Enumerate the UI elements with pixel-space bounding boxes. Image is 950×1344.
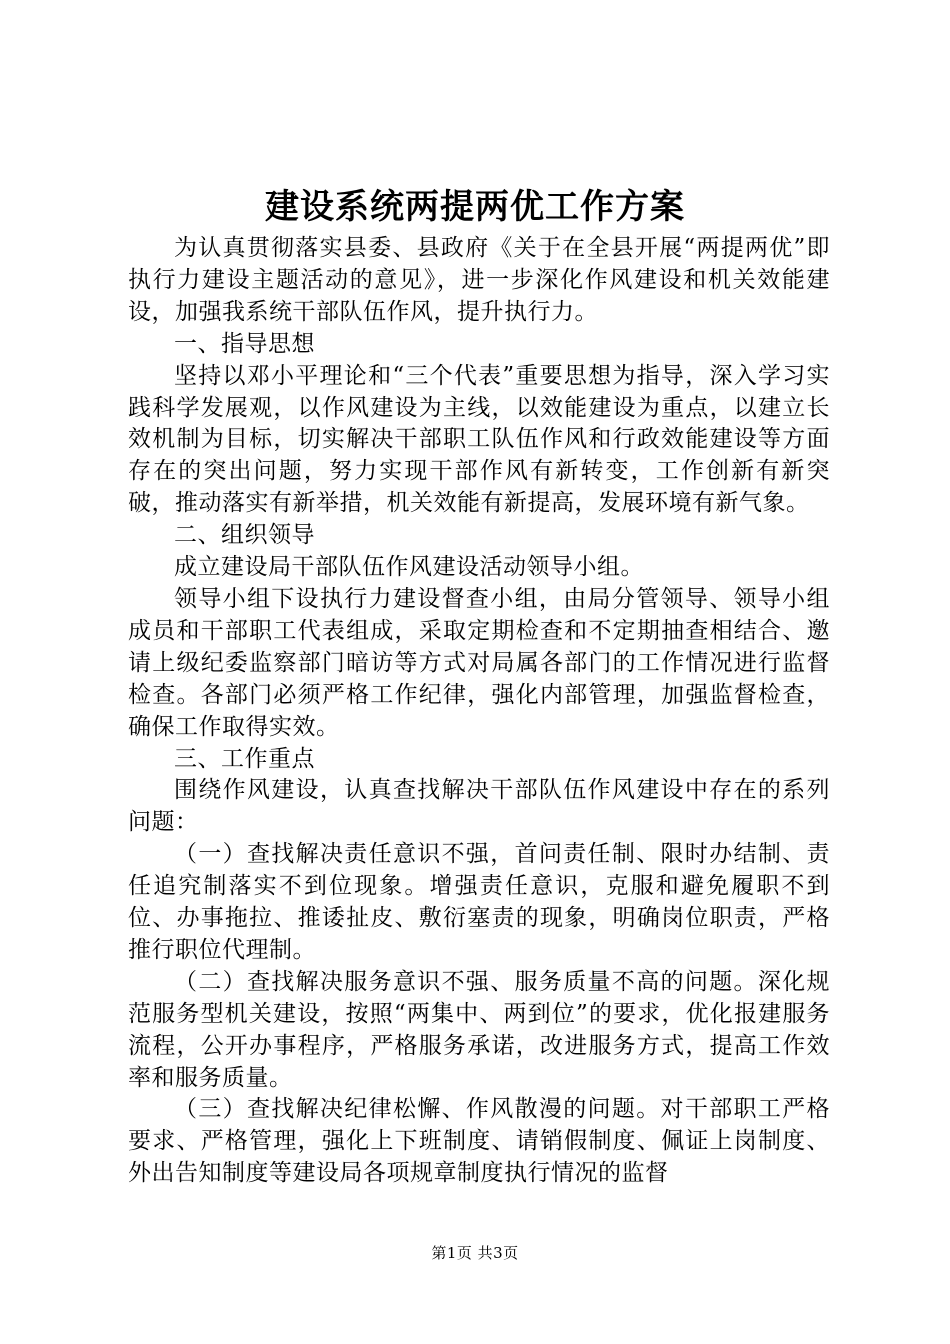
organization-paragraph-1: 成立建设局干部队伍作风建设活动领导小组。 bbox=[174, 554, 644, 581]
section-heading-guiding-ideology: 一、指导思想 bbox=[174, 330, 315, 357]
work-focus-item-1: （一）查找解决责任意识不强，首问责任制、限时办结制、责任追究制落实不到位现象。增强责任意识，克服和避免履职不到位、办事拖拉、推诿扯皮、敷衍塞责的现象，明确岗位职责，严格推行职位代理制。 bbox=[128, 841, 830, 963]
page-number-footer: 第1页 共3页 bbox=[431, 1244, 519, 1262]
work-focus-item-3: （三）查找解决纪律松懈、作风散漫的问题。对干部职工严格要求、严格管理，强化上下班制度、请销假制度、佩证上岗制度、外出告知制度等建设局各项规章制度执行情况的监督 bbox=[128, 1096, 830, 1187]
document-title: 建设系统两提两优工作方案 bbox=[265, 187, 685, 227]
work-focus-item-2: （二）查找解决服务意识不强、服务质量不高的问题。深化规范服务型机关建设，按照“两集中、两到位”的要求，优化报建服务流程，公开办事程序，严格服务承诺，改进服务方式，提高工作效率和服务质量。 bbox=[128, 968, 830, 1091]
section-heading-organization: 二、组织领导 bbox=[174, 522, 315, 549]
guiding-ideology-paragraph: 坚持以邓小平理论和“三个代表”重要思想为指导，深入学习实践科学发展观，以作风建设为主线，以效能建设为重点，以建立长效机制为目标，切实解决干部职工队伍作风和行政效能建设等方面存在的突出问题，努力实现干部作风有新转变，工作创新有新突破，推动落实有新举措，机关效能有新提高，发展环境有新气象。 bbox=[128, 362, 830, 517]
work-focus-intro-paragraph: 围绕作风建设，认真查找解决干部队伍作风建设中存在的系列问题： bbox=[128, 777, 830, 836]
document-body bbox=[128, 233, 830, 1190]
intro-paragraph: 为认真贯彻落实县委、县政府《关于在全县开展“两提两优”即执行力建设主题活动的意见》，进一步深化作风建设和机关效能建设，加强我系统干部队伍作风，提升执行力。 bbox=[128, 235, 830, 325]
section-heading-work-focus: 三、工作重点 bbox=[174, 745, 315, 772]
organization-paragraph-2: 领导小组下设执行力建设督查小组，由局分管领导、领导小组成员和干部职工代表组成，采取定期检查和不定期抽查相结合、邀请上级纪委监察部门暗访等方式对局属各部门的工作情况进行监督检查。各部门必须严格工作纪律，强化内部管理，加强监督检查，确保工作取得实效。 bbox=[128, 585, 830, 740]
